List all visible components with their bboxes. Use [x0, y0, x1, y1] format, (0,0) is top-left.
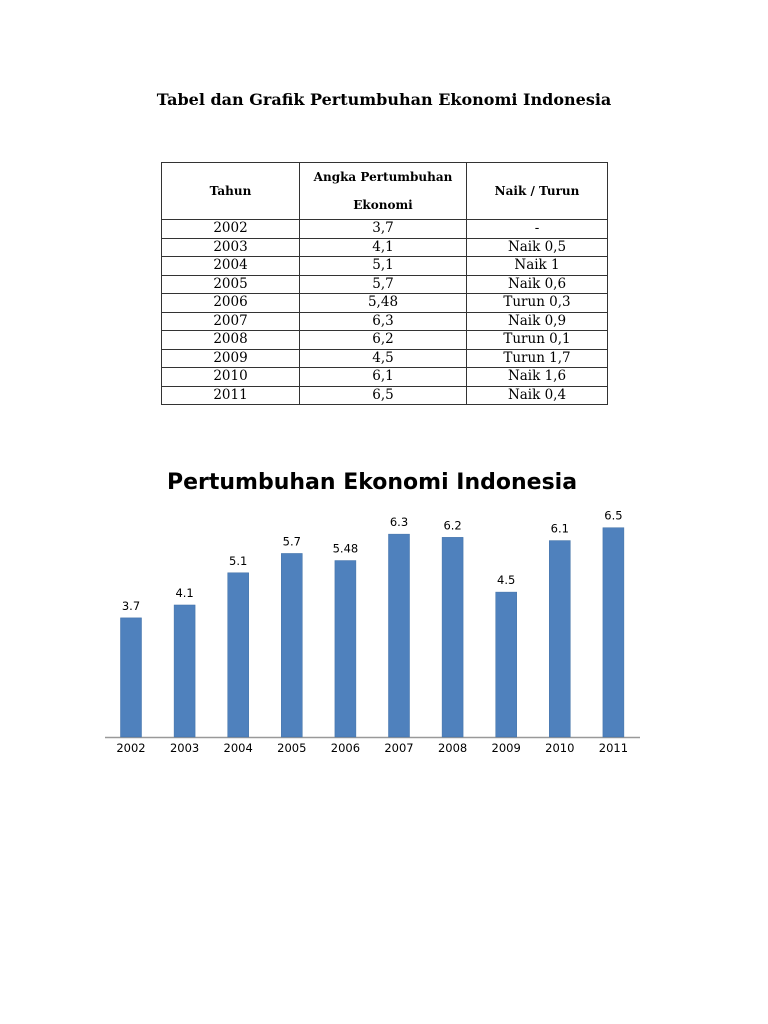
bar: [281, 553, 302, 737]
x-tick-label: 2008: [437, 741, 468, 755]
cell-change: Turun 1,7: [467, 349, 608, 368]
cell-growth: 4,1: [300, 238, 467, 257]
bar: [496, 592, 517, 737]
cell-change: Naik 1,6: [467, 368, 608, 387]
data-label: 6.3: [389, 515, 409, 530]
x-tick-label: 2004: [223, 741, 253, 755]
cell-change: Naik 0,4: [467, 386, 608, 405]
data-label: 4.1: [175, 585, 194, 600]
cell-year: 2007: [162, 312, 300, 331]
cell-growth: 3,7: [300, 220, 467, 239]
data-label: 5.7: [282, 534, 301, 549]
x-tick-label: 2011: [598, 741, 629, 755]
x-tick-label: 2006: [330, 741, 361, 755]
cell-year: 2010: [162, 368, 300, 387]
x-tick-label: 2003: [169, 741, 200, 755]
data-label: 5.48: [332, 541, 359, 556]
cell-change: Turun 0,3: [467, 294, 608, 313]
cell-growth: 5,1: [300, 257, 467, 276]
data-label: 6.1: [550, 521, 569, 536]
data-label: 4.5: [497, 573, 516, 588]
cell-year: 2006: [162, 294, 300, 313]
cell-growth: 6,5: [300, 386, 467, 405]
bar: [121, 618, 142, 737]
cell-year: 2003: [162, 238, 300, 257]
bar: [442, 537, 463, 737]
cell-change: Naik 0,6: [467, 275, 608, 294]
x-tick-label: 2009: [491, 741, 521, 755]
bar: [389, 534, 410, 737]
cell-growth: 6,2: [300, 331, 467, 350]
header-growth: Angka Pertumbuhan Ekonomi: [300, 163, 467, 220]
cell-growth: 6,3: [300, 312, 467, 331]
bar: [549, 541, 570, 737]
data-label: 6.5: [604, 508, 623, 523]
data-label: 3.7: [121, 598, 141, 613]
cell-change: Naik 1: [467, 257, 608, 276]
cell-year: 2008: [162, 331, 300, 350]
cell-year: 2002: [162, 220, 300, 239]
header-change: Naik / Turun: [467, 163, 608, 220]
bar: [174, 605, 195, 737]
cell-change: -: [467, 220, 608, 239]
header-year: Tahun: [162, 163, 300, 220]
bar: [335, 561, 356, 737]
cell-year: 2005: [162, 275, 300, 294]
page-heading: Tabel dan Grafik Pertumbuhan Ekonomi Indonesia: [156, 90, 612, 109]
cell-growth: 5,7: [300, 275, 467, 294]
x-tick-label: 2002: [116, 741, 146, 755]
bar: [603, 528, 624, 737]
cell-change: Naik 0,9: [467, 312, 608, 331]
x-tick-label: 2007: [384, 741, 414, 755]
x-tick-label: 2005: [277, 741, 307, 755]
cell-change: Turun 0,1: [467, 331, 608, 350]
cell-year: 2009: [162, 349, 300, 368]
data-label: 6.2: [443, 518, 462, 533]
cell-growth: 6,1: [300, 368, 467, 387]
chart-title: Pertumbuhan Ekonomi Indonesia: [166, 470, 578, 495]
data-label: 5.1: [229, 553, 248, 568]
cell-year: 2011: [162, 386, 300, 405]
cell-growth: 4,5: [300, 349, 467, 368]
bar: [228, 573, 249, 737]
x-tick-label: 2010: [545, 741, 575, 755]
cell-growth: 5,48: [300, 294, 467, 313]
cell-year: 2004: [162, 257, 300, 276]
cell-change: Naik 0,5: [467, 238, 608, 257]
